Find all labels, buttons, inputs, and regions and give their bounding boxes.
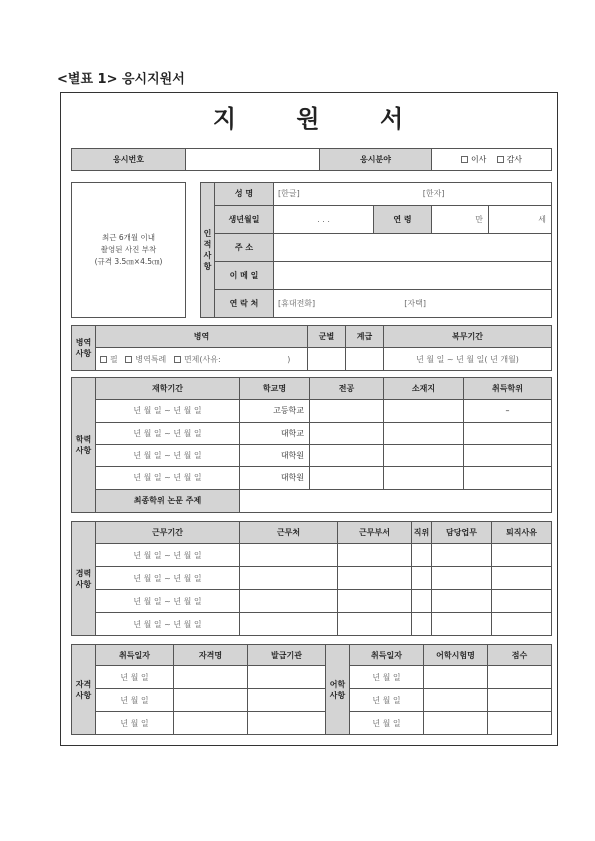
photo-instruction-3: (규격 3.5㎝×4.5㎝) [94,257,163,266]
education-degree-field[interactable] [464,444,552,466]
language-score-header: 점수 [488,645,552,666]
served-checkbox[interactable] [100,356,107,363]
career-period-header: 근무기간 [96,522,240,544]
age-label: 연 령 [374,205,432,233]
education-school-field[interactable]: 대학원 [240,467,310,489]
career-duty-field[interactable] [432,590,492,613]
education-location-field[interactable] [384,467,464,489]
education-period-field[interactable]: 년 월 일 ~ 년 월 일 [96,467,240,489]
career-workplace-field[interactable] [240,567,338,590]
photo-placeholder[interactable] [72,183,186,318]
career-reason-field[interactable] [492,613,552,636]
application-number-field[interactable] [186,149,320,171]
certificate-name-field[interactable] [174,712,248,735]
certificate-issuer-field[interactable] [248,712,326,735]
exempt-checkbox[interactable] [174,356,181,363]
education-location-field[interactable] [384,422,464,444]
career-period-field[interactable]: 년 월 일 ~ 년 월 일 [96,567,240,590]
title-char-3: 서 [379,105,406,133]
education-school-field[interactable]: 대학원 [240,444,310,466]
career-department-header: 근무부서 [338,522,412,544]
career-period-field[interactable]: 년 월 일 ~ 년 월 일 [96,544,240,567]
director-option-label: 이사 [470,155,487,164]
application-field-options [432,149,552,171]
education-location-field[interactable] [384,400,464,422]
language-date-field[interactable]: 년 월 일 [350,666,424,689]
education-period-field[interactable]: 년 월 일 ~ 년 월 일 [96,400,240,422]
career-duty-field[interactable] [432,613,492,636]
career-position-header: 직위 [412,522,432,544]
career-reason-field[interactable] [492,567,552,590]
education-degree-field[interactable] [464,467,552,489]
photo-instruction-2: 촬영된 사진 부착 [100,245,157,254]
special-service-label: 병역특례 [135,354,167,364]
education-side-label: 학력사항 [72,378,96,513]
certificate-side-label: 자격사항 [72,645,96,735]
certificate-issuer-header: 발급기관 [248,645,326,666]
military-branch-header: 군별 [308,326,346,348]
education-major-field[interactable] [310,400,384,422]
language-score-field[interactable] [488,689,552,712]
education-school-field[interactable]: 고등학교 [240,400,310,422]
language-test-header: 어학시험명 [424,645,488,666]
career-department-field[interactable] [338,590,412,613]
certificate-name-field[interactable] [174,666,248,689]
mobile-hint: [휴대전화] [278,298,316,308]
career-period-field[interactable]: 년 월 일 ~ 년 월 일 [96,613,240,636]
military-branch-field[interactable] [308,348,346,371]
career-duty-field[interactable] [432,567,492,590]
education-location-header: 소재지 [384,378,464,400]
personal-info-table [71,182,552,318]
certificate-language-table [71,644,552,735]
career-duty-field[interactable] [432,544,492,567]
application-table [71,148,552,171]
form-title [60,99,558,134]
language-date-field[interactable]: 년 월 일 [350,689,424,712]
thesis-topic-label: 최종학위 논문 주제 [96,489,240,512]
career-department-field[interactable] [338,613,412,636]
education-period-header: 재학기간 [96,378,240,400]
education-major-header: 전공 [310,378,384,400]
career-position-field[interactable] [412,544,432,567]
language-test-field[interactable] [424,712,488,735]
education-school-field[interactable]: 대학교 [240,422,310,444]
name-korean-hint: [한글] [278,189,300,199]
education-period-field[interactable]: 년 월 일 ~ 년 월 일 [96,422,240,444]
address-label: 주 소 [215,233,274,261]
certificate-date-field[interactable]: 년 월 일 [96,689,174,712]
thesis-topic-field[interactable] [240,489,552,512]
auditor-option-label: 감사 [506,155,523,164]
application-field-label: 응시분야 [320,149,432,171]
dob-label: 생년월일 [215,205,274,233]
name-label: 성 명 [215,183,274,206]
title-char-2: 원 [296,105,322,133]
career-position-field[interactable] [412,567,432,590]
career-side-label: 경력사항 [72,522,96,636]
director-checkbox[interactable] [461,156,468,163]
age-man: 만 [432,205,489,233]
special-service-checkbox[interactable] [125,356,132,363]
education-degree-field[interactable]: – [464,400,552,422]
military-period-header: 복무기간 [384,326,552,348]
email-field[interactable] [274,261,552,289]
name-field[interactable] [274,183,552,206]
dob-field[interactable]: . . . [274,205,374,233]
career-period-field[interactable]: 년 월 일 ~ 년 월 일 [96,590,240,613]
career-duty-header: 담당업무 [432,522,492,544]
education-table [71,377,552,513]
education-period-field[interactable]: 년 월 일 ~ 년 월 일 [96,444,240,466]
certificate-name-field[interactable] [174,689,248,712]
form-caption: <별표 1> 응시지원서 [57,72,185,87]
contact-field[interactable] [274,289,552,317]
military-rank-header: 계급 [346,326,384,348]
education-major-field[interactable] [310,444,384,466]
career-reason-header: 퇴직사유 [492,522,552,544]
language-date-header: 취득일자 [350,645,424,666]
career-department-field[interactable] [338,544,412,567]
language-score-field[interactable] [488,666,552,689]
exempt-label: 면제(사유: [183,354,221,364]
education-major-field[interactable] [310,467,384,489]
home-phone-hint: [자택] [404,298,426,308]
military-side-label: 병역사항 [72,326,96,371]
military-rank-field[interactable] [346,348,384,371]
certificate-date-header: 취득일자 [96,645,174,666]
language-date-field[interactable]: 년 월 일 [350,712,424,735]
career-workplace-field[interactable] [240,613,338,636]
education-degree-header: 취득학위 [464,378,552,400]
career-position-field[interactable] [412,613,432,636]
career-reason-field[interactable] [492,590,552,613]
served-label: 필 [110,354,118,364]
language-score-field[interactable] [488,712,552,735]
education-degree-field[interactable] [464,422,552,444]
language-test-field[interactable] [424,689,488,712]
certificate-issuer-field[interactable] [248,666,326,689]
auditor-checkbox[interactable] [497,156,504,163]
contact-label: 연 락 처 [215,289,274,317]
certificate-date-field[interactable]: 년 월 일 [96,712,174,735]
career-workplace-field[interactable] [240,590,338,613]
language-test-field[interactable] [424,666,488,689]
exempt-close: ) [287,354,291,364]
title-char-1: 지 [212,105,239,133]
career-reason-field[interactable] [492,544,552,567]
name-hanja-hint: [한자] [422,189,445,199]
photo-gap [186,183,201,318]
military-status-options [96,348,308,371]
career-department-field[interactable] [338,567,412,590]
career-workplace-header: 근무처 [240,522,338,544]
military-service-header: 병역 [96,326,308,348]
certificate-date-field[interactable]: 년 월 일 [96,666,174,689]
education-location-field[interactable] [384,444,464,466]
education-major-field[interactable] [310,422,384,444]
application-number-label: 응시번호 [72,149,186,171]
language-side-label: 어학사항 [326,645,350,735]
address-field[interactable] [274,233,552,261]
career-workplace-field[interactable] [240,544,338,567]
education-school-header: 학교명 [240,378,310,400]
certificate-issuer-field[interactable] [248,689,326,712]
career-table [71,521,552,636]
email-label: 이 메 일 [215,261,274,289]
personal-side-label: 인적사항 [201,183,215,318]
career-position-field[interactable] [412,590,432,613]
military-period-field[interactable]: 년 월 일 ~ 년 월 일( 년 개월) [384,348,552,371]
military-table [71,325,552,371]
certificate-name-header: 자격명 [174,645,248,666]
photo-instruction-1: 최근 6개월 이내 [101,233,155,242]
age-field[interactable]: 세 [489,205,552,233]
